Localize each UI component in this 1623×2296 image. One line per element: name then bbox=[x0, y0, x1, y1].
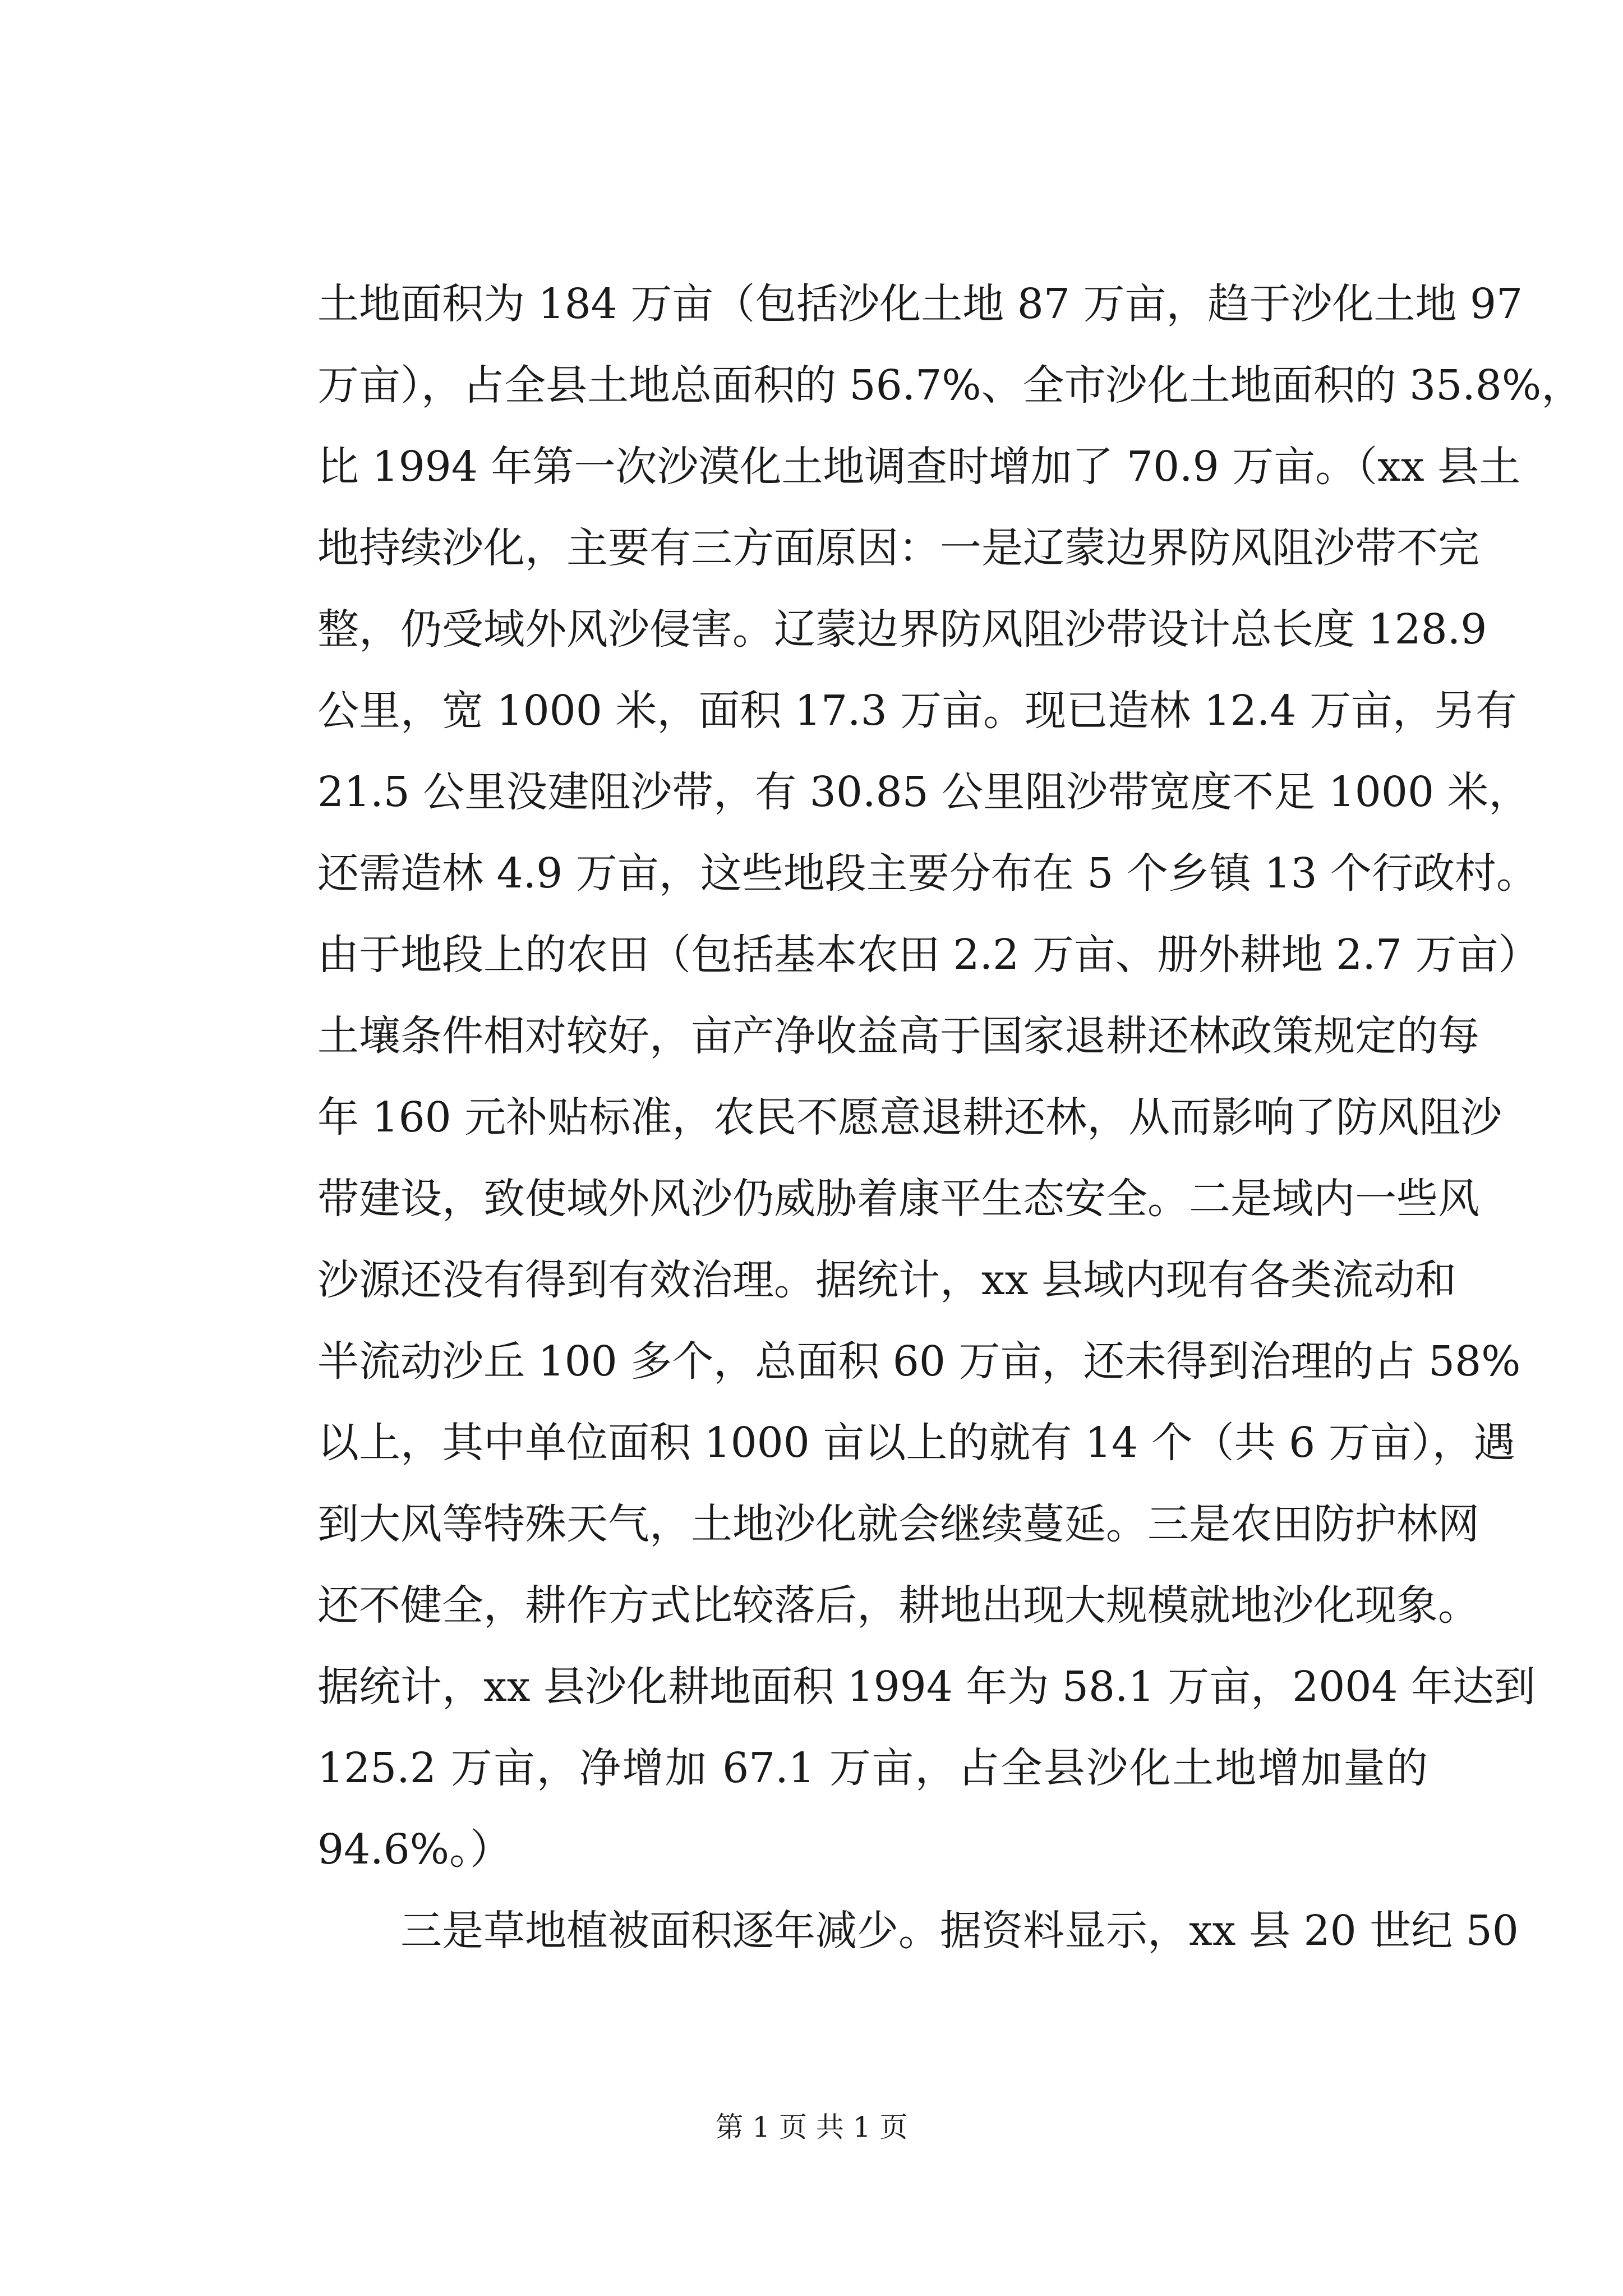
text-line: 还需造林 4.9 万亩，这些地段主要分布在 5 个乡镇 13 个行政村。 bbox=[317, 849, 1538, 898]
text-line: 由于地段上的农田（包括基本农田 2.2 万亩、册外耕地 2.7 万亩） bbox=[317, 931, 1540, 979]
text-line: 以上，其中单位面积 1000 亩以上的就有 14 个（共 6 万亩），遇 bbox=[317, 1419, 1515, 1467]
text-line: 万亩），占全县土地总面积的 56.7%、全市沙化土地面积的 35.8%， bbox=[317, 361, 1583, 409]
text-line: 到大风等特殊天气，土地沙化就会继续蔓延。三是农田防护林网 bbox=[317, 1500, 1479, 1548]
page-number-footer: 第 1 页 共 1 页 bbox=[715, 2111, 908, 2143]
paragraph-end-line: 94.6%。） bbox=[317, 1825, 512, 1874]
text-line: 地持续沙化，主要有三方面原因：一是辽蒙边界防风阻沙带不完 bbox=[317, 524, 1479, 572]
text-line: 土地面积为 184 万亩（包括沙化土地 87 万亩，趋于沙化土地 97 bbox=[317, 280, 1523, 328]
text-line: 土壤条件相对较好，亩产净收益高于国家退耕还林政策规定的每 bbox=[317, 1012, 1479, 1060]
text-line: 据统计，xx 县沙化耕地面积 1994 年为 58.1 万亩，2004 年达到 bbox=[317, 1663, 1536, 1711]
body-text bbox=[317, 264, 1583, 1972]
paragraph-start-line: 三是草地植被面积逐年减少。据资料显示，xx 县 20 世纪 50 bbox=[317, 1907, 1519, 1955]
text-line: 还不健全，耕作方式比较落后，耕地出现大规模就地沙化现象。 bbox=[317, 1581, 1479, 1630]
text-line: 125.2 万亩，净增加 67.1 万亩，占全县沙化土地增加量的 bbox=[317, 1744, 1428, 1792]
text-line: 沙源还没有得到有效治理。据统计，xx 县域内现有各类流动和 bbox=[317, 1256, 1456, 1304]
text-line: 带建设，致使域外风沙仍威胁着康平生态安全。二是域内一些风 bbox=[317, 1175, 1479, 1223]
text-line: 公里，宽 1000 米，面积 17.3 万亩。现已造林 12.4 万亩，另有 bbox=[317, 687, 1517, 735]
text-line: 比 1994 年第一次沙漠化土地调查时增加了 70.9 万亩。（xx 县土 bbox=[317, 443, 1521, 491]
text-line: 21.5 公里没建阻沙带，有 30.85 公里阻沙带宽度不足 1000 米， bbox=[317, 768, 1530, 816]
text-line: 半流动沙丘 100 多个，总面积 60 万亩，还未得到治理的占 58% bbox=[317, 1337, 1521, 1386]
text-line: 整，仍受域外风沙侵害。辽蒙边界防风阻沙带设计总长度 128.9 bbox=[317, 605, 1487, 654]
text-line: 年 160 元补贴标准，农民不愿意退耕还林，从而影响了防风阻沙 bbox=[317, 1093, 1502, 1142]
